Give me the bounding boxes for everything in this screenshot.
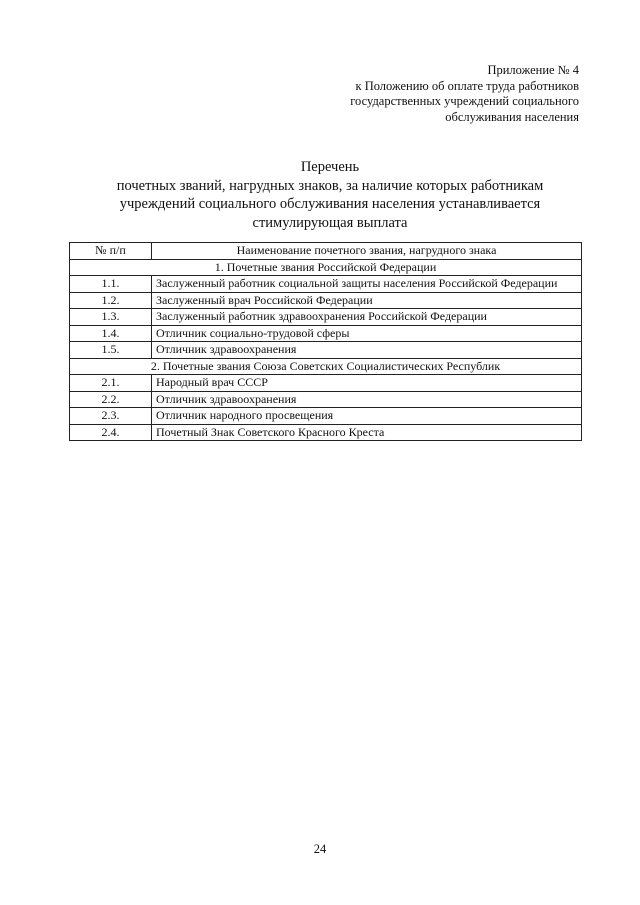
section-row xyxy=(70,259,582,276)
table-row xyxy=(70,309,582,326)
appendix-reference-line: к Положению об оплате труда работников xyxy=(355,78,579,93)
title-subheading-line: почетных званий, нагрудных знаков, за наличие которых работникам xyxy=(116,177,544,194)
row-name: Отличник здравоохранения xyxy=(152,391,582,408)
column-header-name: Наименование почетного звания, нагрудного знака xyxy=(152,243,582,260)
row-name: Почетный Знак Советского Красного Креста xyxy=(152,424,582,441)
row-name: Заслуженный работник социальной защиты населения Российской Федерации xyxy=(152,276,582,293)
row-number: 1.3. xyxy=(70,309,152,326)
appendix-reference-line: обслуживания населения xyxy=(445,109,579,124)
row-number: 2.2. xyxy=(70,391,152,408)
row-name: Отличник народного просвещения xyxy=(152,408,582,425)
section-title: 2. Почетные звания Союза Советских Социалистических Республик xyxy=(70,358,582,375)
table-row xyxy=(70,325,582,342)
row-number: 1.5. xyxy=(70,342,152,359)
row-name: Народный врач СССР xyxy=(152,375,582,392)
row-number: 1.1. xyxy=(70,276,152,293)
table-row xyxy=(70,276,582,293)
page-number: 24 xyxy=(313,842,327,856)
table-row xyxy=(70,424,582,441)
row-name: Отличник социально-трудовой сферы xyxy=(152,325,582,342)
section-row xyxy=(70,358,582,375)
table-row xyxy=(70,292,582,309)
appendix-number: Приложение № 4 xyxy=(487,63,579,77)
title-heading: Перечень xyxy=(300,159,360,175)
table-header-row xyxy=(70,243,582,260)
document-title xyxy=(60,158,600,232)
titles-table xyxy=(69,242,582,441)
row-number: 1.2. xyxy=(70,292,152,309)
row-name: Заслуженный врач Российской Федерации xyxy=(152,292,582,309)
row-name: Отличник здравоохранения xyxy=(152,342,582,359)
table-row xyxy=(70,342,582,359)
row-number: 2.1. xyxy=(70,375,152,392)
appendix-header xyxy=(350,63,579,125)
row-number: 2.3. xyxy=(70,408,152,425)
table-row xyxy=(70,408,582,425)
title-subheading-line: стимулирующая выплата xyxy=(252,214,408,231)
title-subheading-line: учреждений социального обслуживания населения устанавливается xyxy=(119,196,541,212)
table-row xyxy=(70,375,582,392)
row-number: 1.4. xyxy=(70,325,152,342)
row-name: Заслуженный работник здравоохранения Российской Федерации xyxy=(152,309,582,326)
appendix-reference-line: государственных учреждений социального xyxy=(350,94,579,108)
column-header-number: № п/п xyxy=(70,243,152,260)
section-title: 1. Почетные звания Российской Федерации xyxy=(70,259,582,276)
row-number: 2.4. xyxy=(70,424,152,441)
table-row xyxy=(70,391,582,408)
